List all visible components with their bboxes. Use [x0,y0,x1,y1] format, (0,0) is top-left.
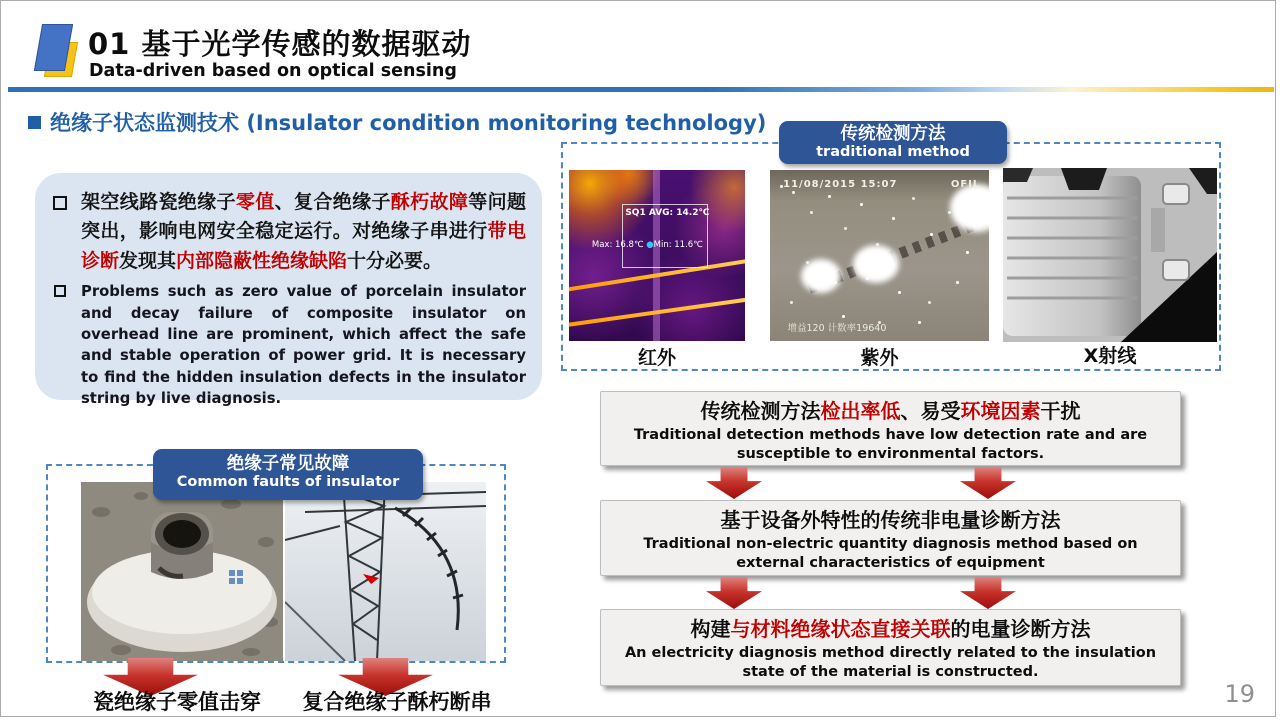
composite-insulator-photo [285,482,486,661]
seg: 的电量诊断方法 [950,617,1091,641]
section-title-cn: 绝缘子状态监测技术 [50,111,239,135]
xray-image [1003,168,1217,342]
seg-red: 检出率低 [820,399,901,423]
flow-box-3 [600,609,1181,686]
infrared-minmax-reading [592,240,703,250]
intro-paragraph-cn [51,188,526,276]
porcelain-insulator-graphic [81,482,283,661]
xray-label: X射线 [1083,345,1137,367]
uv-timestamp: 11/08/2015 15:07 [783,178,898,190]
flow-box-1-title [601,398,1180,424]
flow-box-2 [600,500,1181,576]
intro-cn-seg: 发现其 [119,249,177,272]
section-bullet-icon [28,116,41,129]
seg: 传统检测方法 [700,399,821,423]
seg: 、易受 [900,399,961,423]
infrared-min: Min: 11.6℃ [653,240,703,251]
fault-caption-right: 复合绝缘子酥朽断串 [302,690,492,714]
common-faults-badge [153,449,423,500]
down-arrow-icon [706,467,762,499]
intro-text-box [35,173,542,407]
ultraviolet-label: 紫外 [860,347,899,369]
page-number: 19 [1224,680,1255,708]
intro-cn-seg: 、复合绝缘子 [274,191,391,213]
seg-red: 与材料绝缘状态直接关联 [730,617,951,641]
uv-discharge-blob [801,259,841,293]
intro-cn-seg: 等问题突出，影响电网安全稳定运行。对绝缘子串进行 [81,191,526,243]
uv-brand-label: OFIL [950,178,981,190]
intro-en-text: Problems such as zero value of porcelain insulator and decay failure of composite insulator on overhead line are prominent, which affect the safe and stable operation of power grid. It is necessary to find the hidden insulation defects in the insulator string by live diagnosis. [81,283,526,407]
flow-box-3-title [601,616,1180,642]
intro-cn-seg-red: 内部隐蔽性绝缘缺陷 [176,249,348,272]
infrared-max: Max: 16.8℃ [591,240,644,251]
badge-label-en: traditional method [816,144,970,161]
intro-cn-seg-red: 酥朽故障 [390,191,469,213]
flow-box-1-subtitle: Traditional detection methods have low detection rate and are susceptible to environmental factors. [633,427,1148,463]
infrared-avg-reading: SQ1 AVG: 14.2℃ [625,208,710,219]
intro-cn-seg: 十分必要。 [347,249,443,272]
flow-box-2-subtitle: Traditional non-electric quantity diagnosis method based on external characteristics of equipment [643,536,1138,572]
porcelain-insulator-photo [81,482,283,661]
ultraviolet-image [770,170,989,341]
section-title-en: (Insulator condition monitoring technology) [246,111,767,135]
page-title: 01 基于光学传感的数据驱动 [88,27,472,61]
badge-label-cn: 传统检测方法 [840,124,946,144]
intro-cn-seg-red: 零值 [235,191,275,213]
intro-cn-seg: 架空线路瓷绝缘子 [81,191,236,213]
uv-discharge-blob [950,184,989,232]
section-title [50,107,766,137]
intro-cn-seg-red: 带电诊断 [81,220,526,272]
flow-box-1 [600,391,1181,466]
min-marker-icon: ● [646,240,654,251]
seg: 构建 [690,617,731,641]
header-divider [8,87,1274,92]
square-bullet-icon [54,285,66,297]
down-arrow-icon [960,577,1016,609]
infrared-label: 红外 [637,347,676,369]
badge-label-cn: 绝缘子常见故障 [226,454,350,474]
page-subtitle: Data-driven based on optical sensing [89,61,457,81]
seg-red: 环境因素 [960,399,1041,423]
flow-box-2-title: 基于设备外特性的传统非电量诊断方法 [720,508,1061,532]
intro-paragraph-en [51,281,526,409]
xray-graphic [1003,168,1217,342]
seg: 干扰 [1040,399,1081,423]
fault-caption-left: 瓷绝缘子零值击穿 [93,690,261,714]
square-bullet-icon [53,196,67,210]
uv-status-text: 增益120 计数率19640 [787,323,887,335]
flow-box-3-subtitle: An electricity diagnosis method directly related to the insulation state of the material is constructed. [624,645,1157,681]
down-arrow-icon [706,577,762,609]
tower-broken-string-graphic [285,482,486,661]
uv-discharge-blob [853,245,899,283]
traditional-method-badge [779,121,1007,164]
infrared-image [569,170,745,341]
down-arrow-icon [960,467,1016,499]
badge-label-en: Common faults of insulator [176,474,400,491]
